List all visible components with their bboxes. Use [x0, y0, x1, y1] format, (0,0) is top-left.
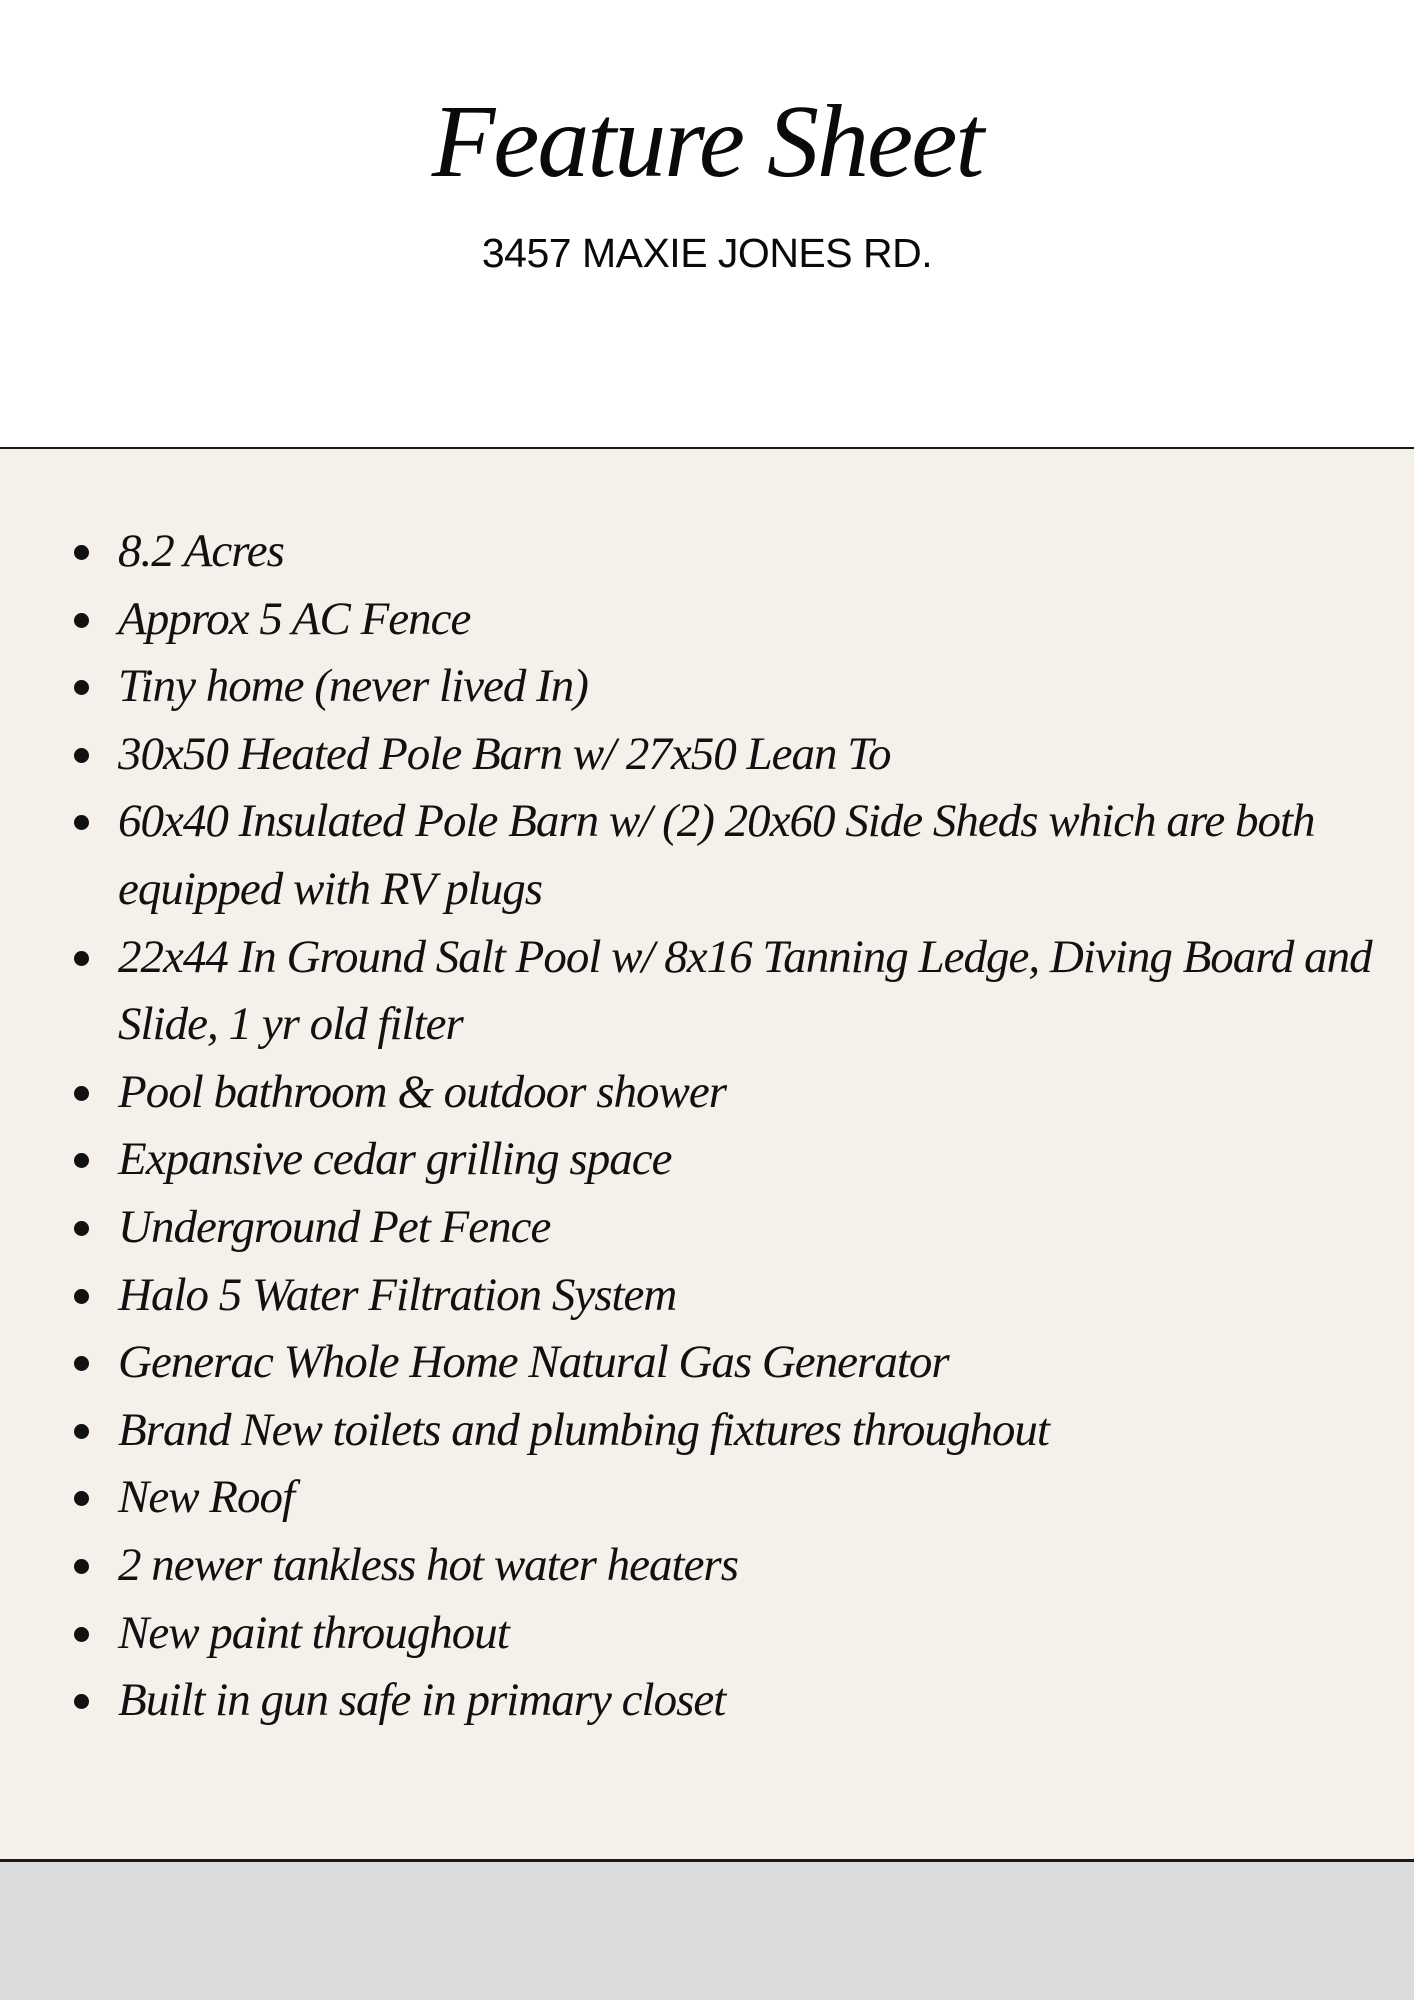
bullet-icon	[74, 1356, 89, 1371]
list-item	[0, 1464, 1414, 1532]
footer-band	[0, 1862, 1414, 2000]
feature-text: Brand New toilets and plumbing fixtures throughout	[118, 1403, 1049, 1456]
list-item	[0, 1194, 1414, 1262]
feature-text: 60x40 Insulated Pole Barn w/ (2) 20x60 Side Sheds which are both equipped with RV plugs	[118, 795, 1315, 915]
list-item	[0, 1600, 1414, 1668]
bullet-icon	[74, 1559, 89, 1574]
feature-text: 8.2 Acres	[118, 525, 284, 577]
bullet-icon	[74, 1694, 89, 1709]
feature-text: Built in gun safe in primary closet	[118, 1674, 726, 1727]
bullet-icon	[74, 545, 89, 560]
feature-text: Pool bathroom & outdoor shower	[118, 1065, 727, 1118]
bullet-icon	[74, 1153, 89, 1168]
bullet-icon	[74, 1627, 89, 1642]
list-item	[0, 1532, 1414, 1600]
bullet-icon	[74, 1289, 89, 1304]
list-item	[0, 721, 1414, 789]
page-title: Feature Sheet	[431, 84, 983, 199]
feature-text: Underground Pet Fence	[118, 1200, 551, 1253]
feature-text: Halo 5 Water Filtration System	[118, 1268, 677, 1321]
feature-text: Generac Whole Home Natural Gas Generator	[118, 1336, 949, 1389]
header-section	[0, 0, 1414, 447]
feature-text: Approx 5 AC Fence	[118, 592, 471, 645]
list-item	[0, 1059, 1414, 1127]
list-item	[0, 924, 1414, 1059]
list-item	[0, 788, 1414, 923]
list-item	[0, 1397, 1414, 1465]
bullet-icon	[74, 1491, 89, 1506]
list-item	[0, 1126, 1414, 1194]
property-address: 3457 MAXIE JONES RD.	[481, 230, 933, 276]
feature-text: 30x50 Heated Pole Barn w/ 27x50 Lean To	[118, 727, 891, 780]
bullet-icon	[74, 748, 89, 763]
list-item	[0, 1262, 1414, 1330]
bullet-icon	[74, 951, 89, 966]
feature-list	[0, 518, 1414, 1735]
feature-text: 2 newer tankless hot water heaters	[118, 1538, 739, 1591]
list-item	[0, 1329, 1414, 1397]
bullet-icon	[74, 613, 89, 628]
feature-text: New paint throughout	[118, 1606, 509, 1659]
list-item	[0, 1667, 1414, 1735]
bullet-icon	[74, 1086, 89, 1101]
bullet-icon	[74, 680, 89, 695]
list-item	[0, 586, 1414, 654]
feature-text: Tiny home (never lived In)	[118, 660, 588, 713]
list-item	[0, 518, 1414, 586]
feature-text: 22x44 In Ground Salt Pool w/ 8x16 Tanning Ledge, Diving Board and Slide, 1 yr old filter	[118, 930, 1372, 1051]
feature-text: New Roof	[118, 1471, 295, 1524]
bullet-icon	[74, 1424, 89, 1439]
feature-text: Expansive cedar grilling space	[118, 1133, 672, 1186]
list-item	[0, 653, 1414, 721]
bullet-icon	[74, 1221, 89, 1236]
bullet-icon	[74, 815, 89, 830]
